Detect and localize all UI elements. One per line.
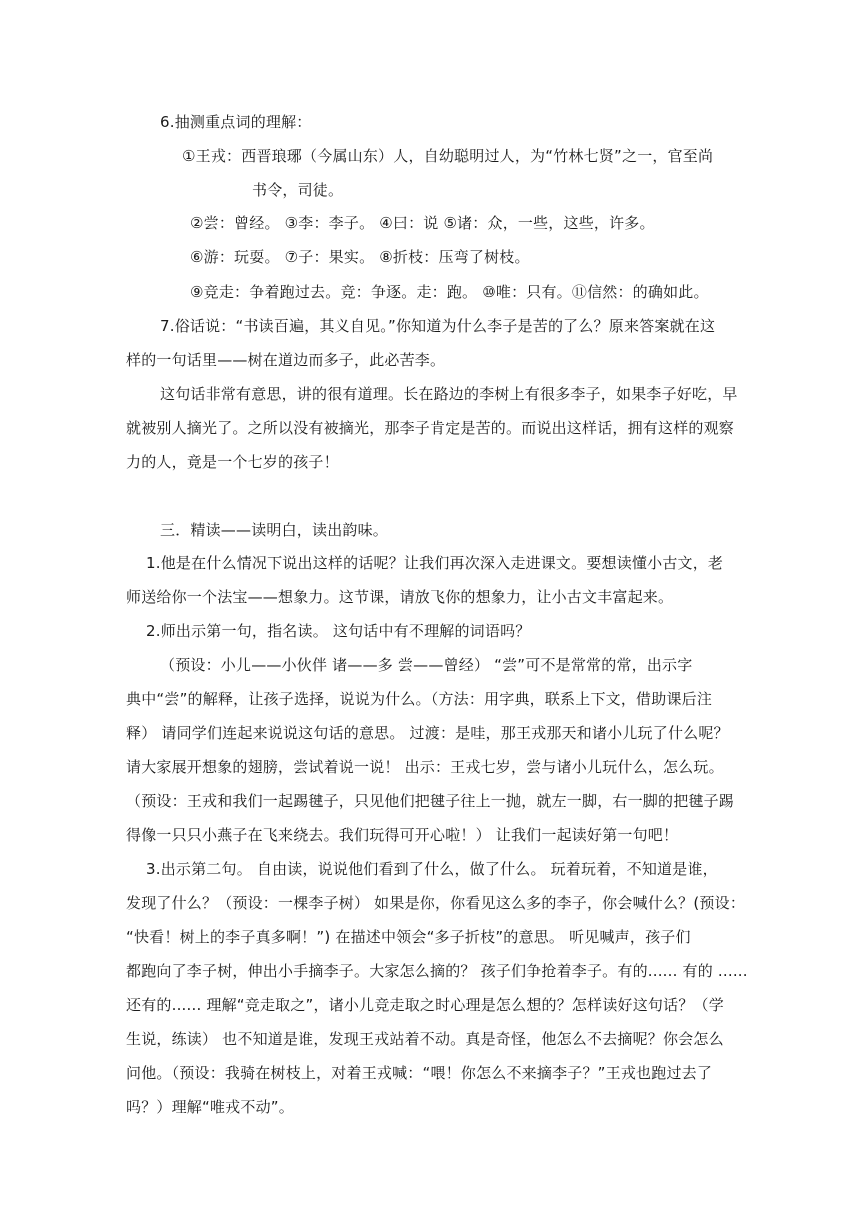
part-3-item2-line7: 得像一只只小燕子在飞来绕去。我们玩得可开心啦！） 让我们一起读好第一句吧！: [126, 826, 679, 844]
part-3-item2-line5: 请大家展开想象的翅膀，尝试着说一说！ 出示：王戎七岁，尝与诸小儿玩什么，怎么玩。: [126, 758, 724, 776]
part-3-item3-line8: 吗？）理解“唯戎不动”。: [126, 1098, 294, 1116]
vocab-row-2: ②尝：曾经。 ③李：李子。 ④曰：说 ⑤诸：众，一些，这些，许多。: [190, 214, 655, 232]
part-3-item2-line1: 2.师出示第一句，指名读。 这句话中有不理解的词语吗？: [146, 622, 531, 640]
vocab-item-wangrong-line1: ①王戎：西晋琅琊（今属山东）人，自幼聪明过人，为“竹林七贤”之一，官至尚: [182, 147, 714, 165]
part-3-item3-line3: “快看！树上的李子真多啊！”) 在描述中领会“多子折枝”的意思。 听见喊声，孩子们: [126, 928, 691, 946]
vocab-row-4: ⑨竞走：争着跑过去。竞：争逐。走：跑。 ⑩唯：只有。⑪信然：的确如此。: [190, 283, 709, 301]
section-7-line1: 7.俗话说：“书读百遍，其义自见。”你知道为什么李子是苦的了么？原来答案就在这: [160, 317, 716, 335]
part-3-item3-line5: 还有的...... 理解“竞走取之”，诸小儿竞走取之时心理是怎么想的？怎样读好这句话？（学: [126, 996, 724, 1014]
part-3-item3-line6: 生说，练读） 也不知道是谁，发现王戎站着不动。真是奇怪，他怎么不去摘呢？你会怎么: [126, 1030, 724, 1048]
part-3-item3-line2: 发现了什么？（预设：一棵李子树） 如果是你，你看见这么多的李子，你会喊什么？(预设：: [126, 894, 746, 912]
section-7-paragraph-line1: 这句话非常有意思，讲的很有道理。长在路边的李树上有很多李子，如果李子好吃，早: [160, 385, 738, 403]
section-7-paragraph-line3: 力的人，竟是一个七岁的孩子！: [126, 453, 339, 471]
part-3-item2-line3: 典中“尝”的解释，让孩子选择，说说为什么。（方法：用字典，联系上下文，借助课后注: [126, 690, 713, 708]
part-3-item1-line1: 1.他是在什么情况下说出这样的话呢？让我们再次深入走进课文。要想读懂小古文，老: [146, 554, 724, 572]
part-3-item3-line1: 3.出示第二句。 自由读，说说他们看到了什么，做了什么。 玩着玩着，不知道是谁，: [146, 860, 718, 878]
part-3-item2-line4: 释） 请同学们连起来说说这句话的意思。 过渡：是哇，那王戎那天和诸小儿玩了什么呢？: [126, 724, 729, 742]
section-7-paragraph-line2: 就被别人摘光了。之所以没有被摘光，那李子肯定是苦的。而说出这样话，拥有这样的观察: [126, 419, 735, 437]
section-6-heading: 6.抽测重点词的理解：: [160, 113, 312, 131]
part-3-item3-line7: 问他。（预设：我骑在树枝上，对着王戎喊：“喂！你怎么不来摘李子？”王戎也跑过去了: [126, 1064, 713, 1082]
part-3-heading: 三．精读——读明白，读出韵味。: [160, 521, 389, 539]
part-3-item1-line2: 师送给你一个法宝——想象力。这节课，请放飞你的想象力，让小古文丰富起来。: [126, 588, 674, 606]
vocab-item-wangrong-line2: 书令，司徒。: [252, 181, 344, 199]
part-3-item3-line4: 都跑向了李子树，伸出小手摘李子。大家怎么摘的？ 孩子们争抢着李子。有的...... 有的 ......: [126, 962, 748, 980]
part-3-item2-line2: （预设：小儿——小伙伴 诸——多 尝——曾经） “尝”可不是常常的常，出示字: [160, 656, 693, 674]
part-3-item2-line6: （预设：王戎和我们一起踢毽子，只见他们把毽子往上一抛，就左一脚，右一脚的把毽子踢: [126, 792, 735, 810]
vocab-row-3: ⑥游：玩耍。 ⑦子：果实。 ⑧折枝：压弯了树枝。: [190, 248, 530, 266]
section-7-line2: 样的一句话里——树在道边而多子，此必苦李。: [126, 351, 446, 369]
